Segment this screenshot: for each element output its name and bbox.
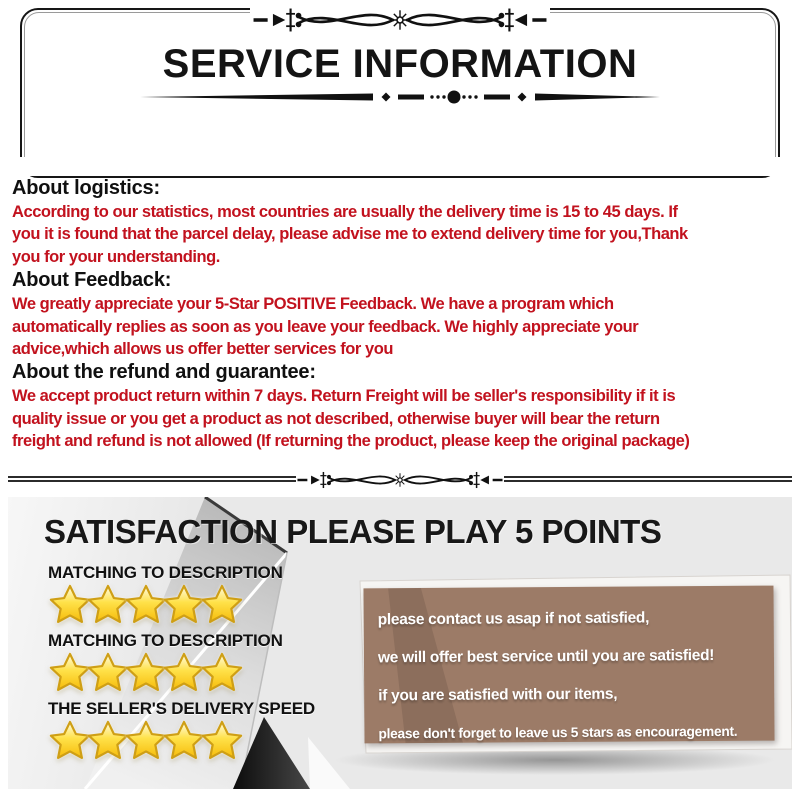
section-line: We accept product return within 7 days. Return Freight will be seller's responsibility if it is <box>12 387 676 406</box>
divider-line-left <box>8 476 296 482</box>
section-line: We greatly appreciate your 5-Star POSITIVE Feedback. We have a program which <box>12 295 614 314</box>
section-heading-logistics: About logistics: <box>12 177 160 199</box>
star-icon <box>200 651 244 695</box>
page-title: SERVICE INFORMATION <box>162 42 638 86</box>
note-line: please contact us asap if not satisfied, <box>377 609 650 629</box>
section-heading-refund: About the refund and guarantee: <box>12 361 316 384</box>
star-icon <box>200 719 244 763</box>
star-row <box>48 718 315 763</box>
rating-label: MATCHING TO DESCRIPTION <box>48 631 283 650</box>
rating-label: THE SELLER'S DELIVERY SPEED <box>48 699 315 718</box>
section-line: freight and refund is not allowed (If returning the product, please keep the original package) <box>12 432 690 451</box>
satisfaction-panel <box>8 497 792 789</box>
note-line: we will offer best service until you are satisfied! <box>377 646 715 667</box>
flourish-icon <box>250 0 550 40</box>
section-line: According to our statistics, most countries are usually the delivery time is 15 to 45 days. If <box>12 203 678 221</box>
section-line: you it is found that the parcel delay, please advise me to extend delivery time for you,Thank <box>12 225 688 244</box>
satisfaction-title: SATISFACTION PLEASE PLAY 5 POINTS <box>44 513 662 550</box>
section-heading-feedback: About Feedback: <box>12 269 172 292</box>
divider-line-right <box>504 476 792 482</box>
contact-note-card <box>363 586 774 744</box>
rating-item <box>48 699 315 763</box>
note-line: please don't forget to leave us 5 stars as encouragement. <box>378 723 738 742</box>
star-row <box>48 650 315 695</box>
section-line: you for your understanding. <box>12 247 220 266</box>
rating-list <box>48 563 315 767</box>
service-info-text <box>12 176 794 453</box>
rating-item <box>48 563 315 627</box>
note-line: if you are satisfied with our items, <box>378 685 618 705</box>
section-line: quality issue or you get a product as not described, otherwise buyer will bear the return <box>12 409 660 428</box>
rating-label: MATCHING TO DESCRIPTION <box>48 563 283 582</box>
rating-item <box>48 631 315 695</box>
star-row <box>48 582 315 627</box>
section-line: automatically replies as soon as you leave your feedback. We highly appreciate your <box>12 317 639 336</box>
flourish-icon <box>295 462 505 498</box>
title-divider-rule <box>140 88 660 106</box>
frame-bottom-fade <box>16 157 784 176</box>
section-line: advice,which allows us offer better services for you <box>12 340 393 359</box>
star-icon <box>200 583 244 627</box>
section-divider <box>8 462 792 498</box>
